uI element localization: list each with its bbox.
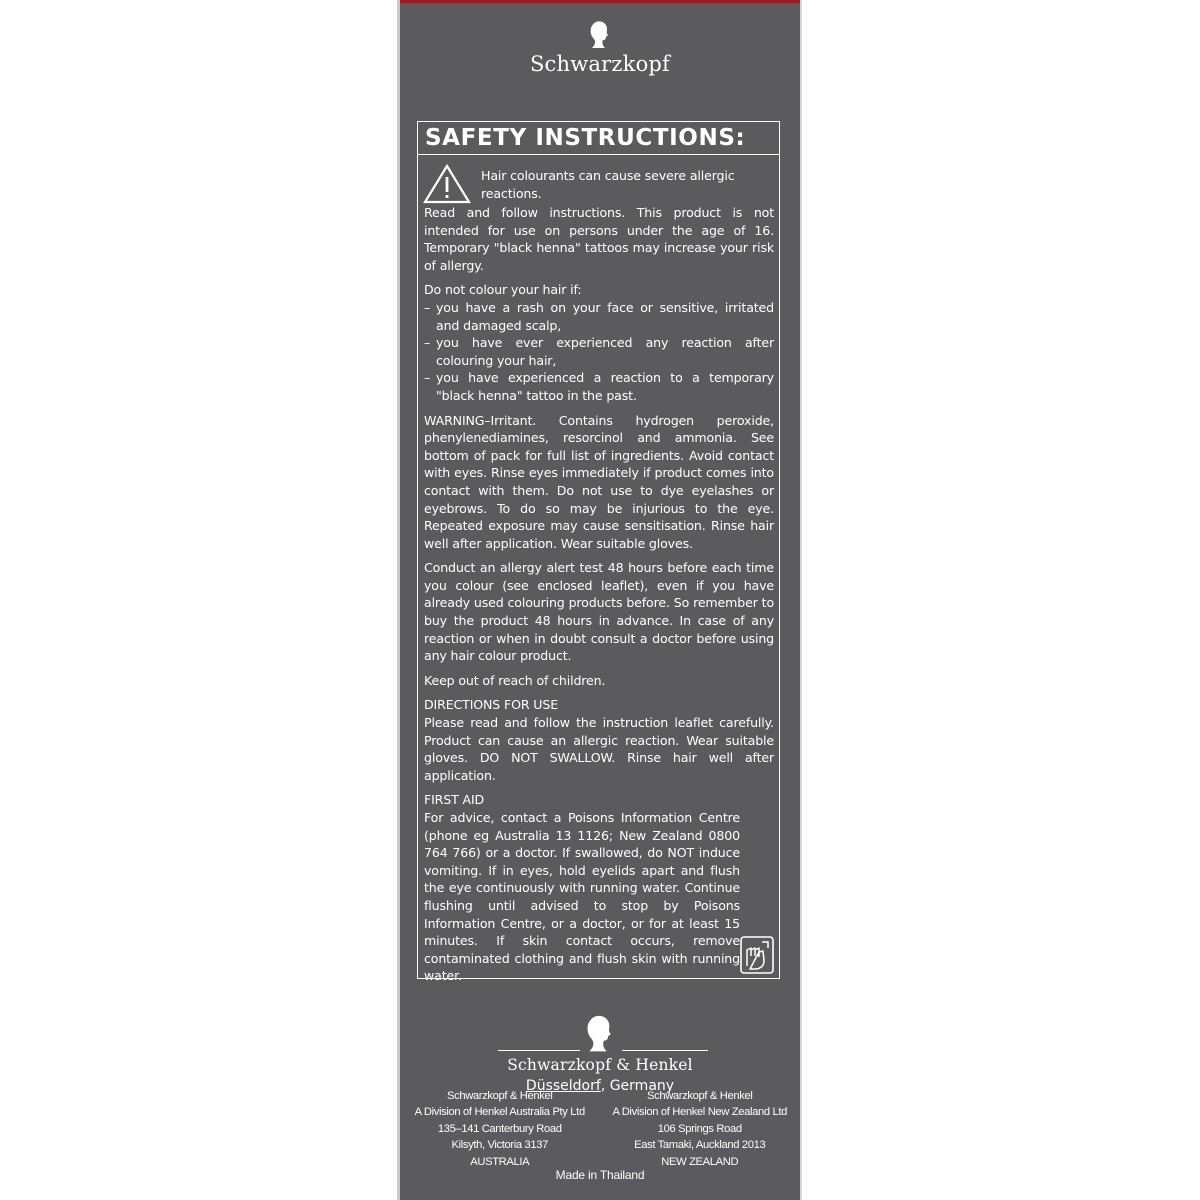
address-new-zealand: Schwarzkopf & Henkel A Division of Henkel New Zealand Ltd 106 Springs Road East Tamaki, Auckland 2013 NEW ZEALAND (612, 1090, 788, 1168)
address-australia: Schwarzkopf & Henkel A Division of Henkel Australia Pty Ltd 135–141 Canterbury Road Kilsyth, Victoria 3137 AUSTRALIA (414, 1090, 585, 1168)
brand-logo (400, 20, 800, 76)
red-edge-strip (400, 0, 800, 3)
allergy-warning-row (424, 163, 774, 204)
company-name: Schwarzkopf & Henkel (507, 1056, 693, 1074)
brand-name: Schwarzkopf (529, 52, 671, 76)
allergy-warning-text: Hair colourants can cause severe allergic reactions. (481, 168, 735, 201)
manufacturer-footer (400, 1020, 800, 1094)
first-aid-heading: FIRST AID (424, 792, 485, 808)
directions-heading: DIRECTIONS FOR USE (424, 697, 559, 713)
address-columns (400, 1088, 800, 1170)
list-item: – you have ever experienced any reaction after colouring your hair, (424, 335, 774, 368)
do-not-heading: Do not colour your hair if: (424, 282, 582, 298)
profile-head-icon (588, 20, 612, 50)
list-item: – you have experienced a reaction to a temporary "black henna" tattoo in the past. (424, 370, 774, 403)
list-item: – you have a rash on your face or sensitive, irritated and damaged scalp, (424, 299, 774, 333)
profile-head-icon (580, 1014, 620, 1054)
safety-title: SAFETY INSTRUCTIONS: (418, 122, 779, 155)
allergy-test-paragraph: Conduct an allergy alert test 48 hours before each time you colour (see enclosed leaflet), even if you have already used colouring products before. So remember to buy the product 48 hours in advance. In case of any reaction or when in doubt consult a doctor before using any hair colour product. (424, 560, 774, 664)
warning-triangle-icon (423, 164, 471, 204)
directions-paragraph: Please read and follow the instruction leaflet carefully. Product can cause an allergic reaction. Wear suitable gloves. DO NOT SWALLOW. Rinse hair well after application. (424, 715, 774, 783)
country-of-origin: Made in Thailand (555, 1168, 645, 1182)
intro-paragraph: Read and follow instructions. This product is not intended for use on persons under the age of 16. Temporary "black henna" tattoos may increase your risk of allergy. (424, 205, 774, 273)
first-aid-paragraph: For advice, contact a Poisons Information Centre (phone eg Australia 13 1126; New Zealand 0800 764 766) or a doctor. If swallowed, do NOT induce vomiting. If in eyes, hold eyelids apart and flush the eye continuously with running water. Continue flushing until advised to stop by Poisons Information Centre, or a doctor, or for at least 15 minutes. If skin contact occurs, remove contaminated clothing and flush skin with running water. (424, 810, 740, 984)
gloved-hand-icon (740, 936, 774, 974)
children-warning: Keep out of reach of children. (424, 672, 606, 688)
package-edge-right (800, 0, 802, 1200)
warning-irritant-paragraph: WARNING–Irritant. Contains hydrogen peroxide, phenylenediamines, resorcinol and ammonia. See bottom of pack for full list of ingredients. Avoid contact with eyes. Rinse eyes immediately if product comes into contact with them. Do not use to dye eyelashes or eyebrows. To do so may be injurious to the eye. Repeated exposure may cause sensitisation. Rinse hair well after application. Wear suitable gloves. (424, 412, 774, 551)
safety-instructions-box (417, 121, 780, 984)
company-location: Düsseldorf, Germany (525, 1078, 675, 1094)
safety-body (418, 155, 779, 985)
